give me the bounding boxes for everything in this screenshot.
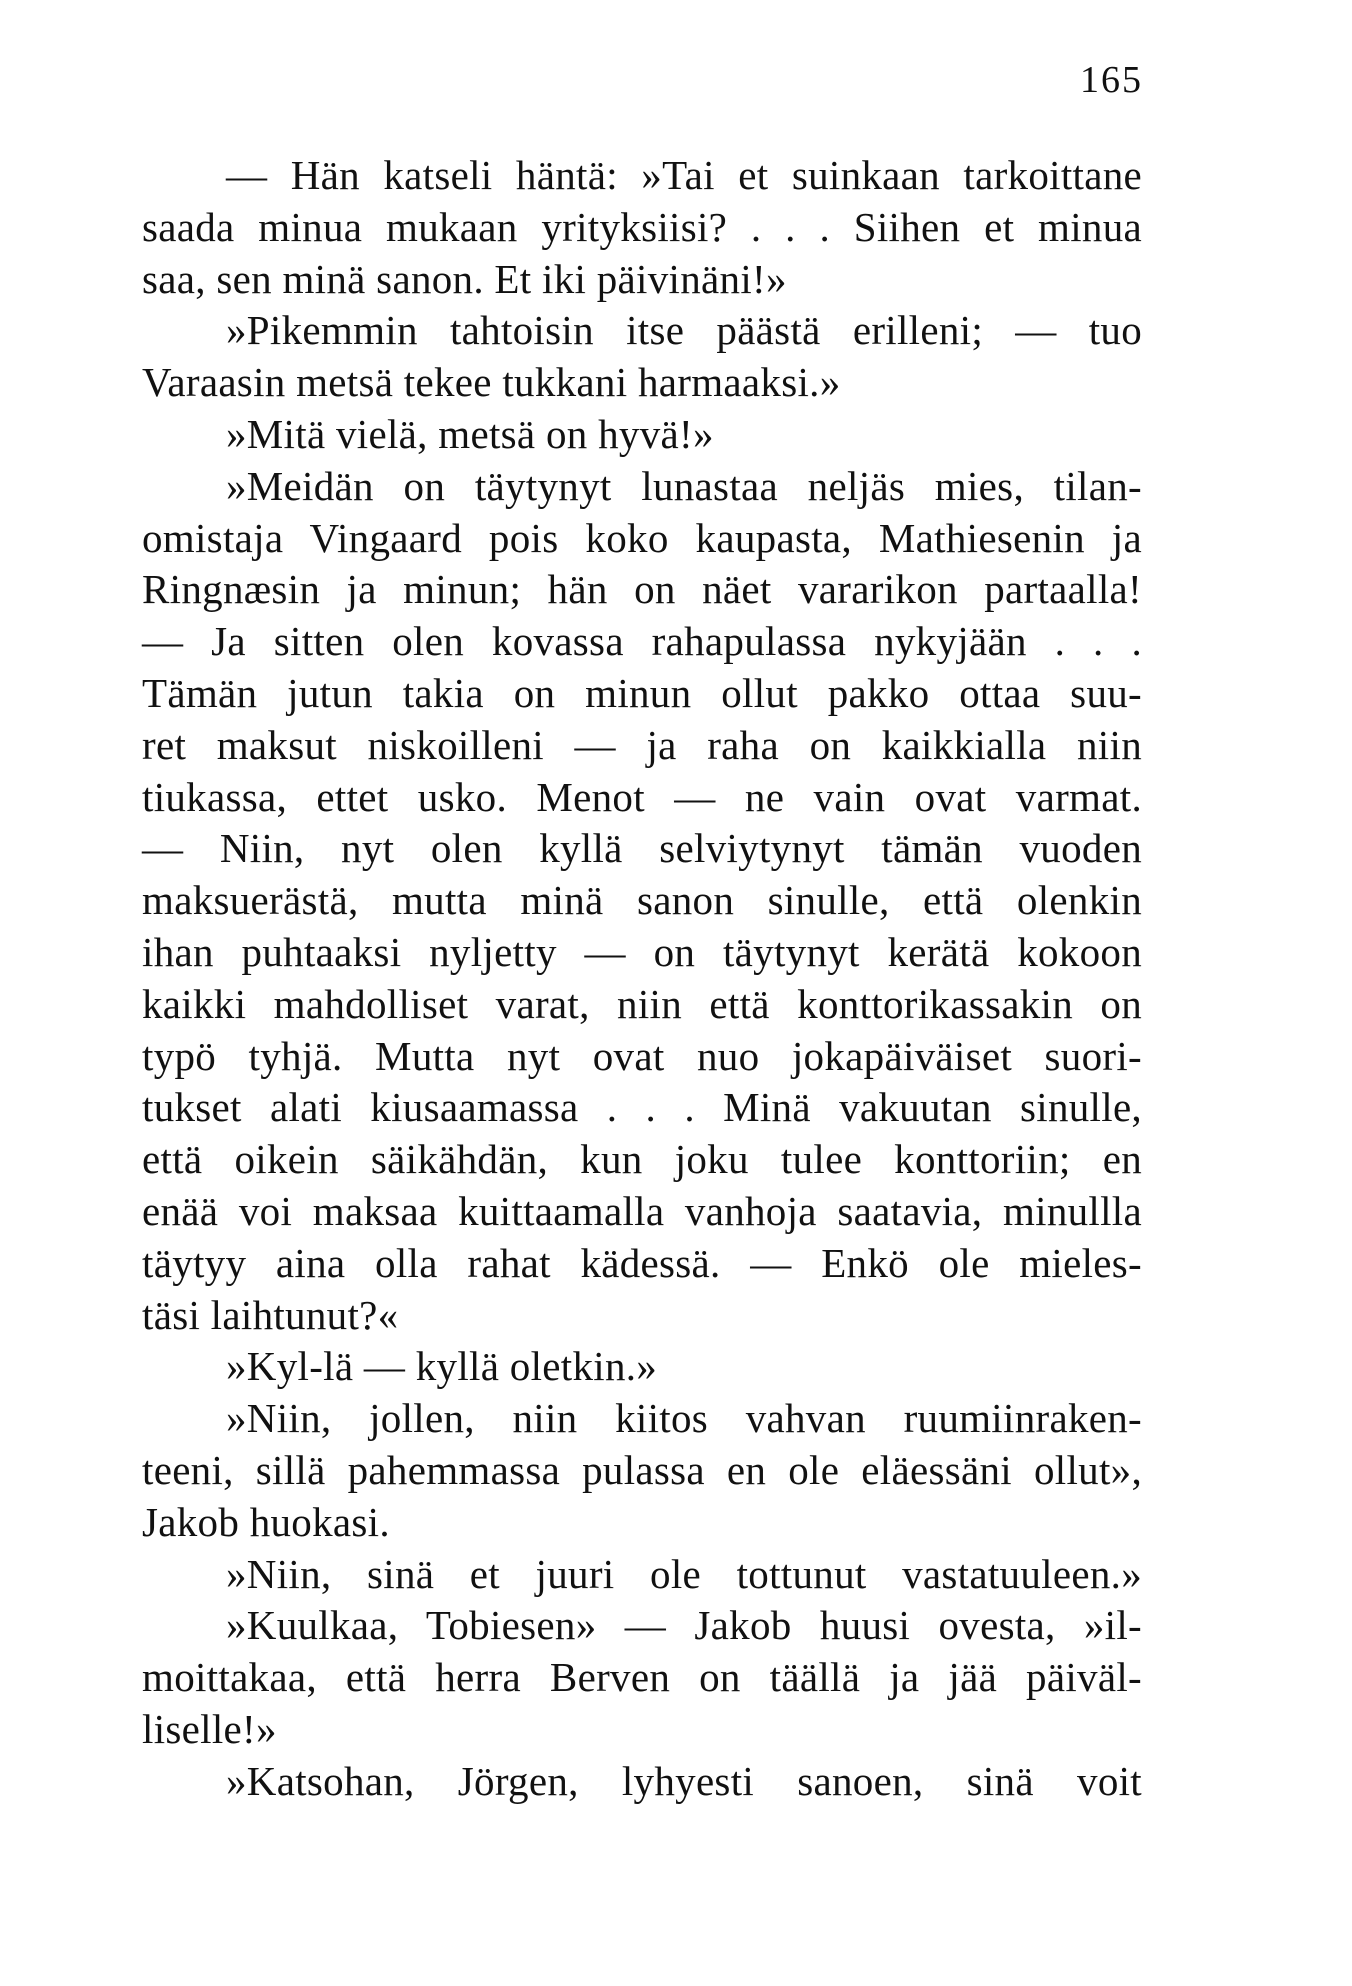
text-line: — Ja sitten olen kovassa rahapulassa nykyjään . . . bbox=[142, 618, 1142, 665]
text-line: täytyy aina olla rahat kädessä. — Enkö ole mieles- bbox=[142, 1239, 1142, 1286]
page-number: 165 bbox=[1080, 59, 1143, 101]
text-line: saada minua mukaan yrityksiisi? . . . Siihen et minua bbox=[142, 203, 1142, 250]
text-line: »Niin, sinä et juuri ole tottunut vastatuuleen.» bbox=[226, 1550, 1142, 1597]
text-line: typö tyhjä. Mutta nyt ovat nuo jokapäiväiset suori- bbox=[142, 1032, 1142, 1079]
text-line: Tämän jutun takia on minun ollut pakko ottaa suu- bbox=[142, 669, 1142, 716]
text-line: kaikki mahdolliset varat, niin että konttorikassakin on bbox=[142, 980, 1142, 1027]
text-line: »Mitä vielä, metsä on hyvä!» bbox=[226, 410, 714, 457]
text-line: »Kuulkaa, Tobiesen» — Jakob huusi ovesta, »il- bbox=[226, 1602, 1142, 1649]
text-line: — Niin, nyt olen kyllä selviytynyt tämän vuoden bbox=[142, 825, 1142, 872]
text-line: »Kyl-lä — kyllä oletkin.» bbox=[226, 1343, 658, 1390]
text-line: Varaasin metsä tekee tukkani harmaaksi.» bbox=[142, 359, 841, 406]
text-line: »Meidän on täytynyt lunastaa neljäs mies, tilan- bbox=[226, 462, 1142, 509]
text-line: »Niin, jollen, niin kiitos vahvan ruumiinraken- bbox=[226, 1395, 1142, 1442]
text-line: Jakob huokasi. bbox=[142, 1498, 390, 1545]
text-line: että oikein säikähdän, kun joku tulee konttoriin; en bbox=[142, 1136, 1142, 1183]
text-line: ihan puhtaaksi nyljetty — on täytynyt kerätä kokoon bbox=[142, 928, 1142, 975]
text-line: teeni, sillä pahemmassa pulassa en ole eläessäni ollut», bbox=[142, 1446, 1142, 1493]
text-line: omistaja Vingaard pois koko kaupasta, Mathiesenin ja bbox=[142, 514, 1142, 561]
text-line: — Hän katseli häntä: »Tai et suinkaan tarkoittane bbox=[226, 152, 1142, 198]
text-line: tukset alati kiusaamassa . . . Minä vakuutan sinulle, bbox=[142, 1084, 1142, 1131]
text-line: täsi laihtunut?« bbox=[142, 1291, 399, 1338]
text-line: »Pikemmin tahtoisin itse päästä erilleni; — tuo bbox=[226, 307, 1142, 354]
text-line: Ringnæsin ja minun; hän on näet vararikon partaalla! bbox=[142, 566, 1142, 613]
text-line: liselle!» bbox=[142, 1705, 277, 1752]
body-text bbox=[142, 150, 1142, 1808]
text-line: »Katsohan, Jörgen, lyhyesti sanoen, sinä voit bbox=[226, 1757, 1142, 1804]
text-line: ret maksut niskoilleni — ja raha on kaikkialla niin bbox=[142, 721, 1142, 768]
text-line: moittakaa, että herra Berven on täällä ja jää päiväl- bbox=[142, 1654, 1142, 1701]
text-line: maksuerästä, mutta minä sanon sinulle, että olenkin bbox=[142, 877, 1142, 924]
text-line: tiukassa, ettet usko. Menot — ne vain ovat varmat. bbox=[142, 773, 1142, 820]
text-line: saa, sen minä sanon. Et iki päivinäni!» bbox=[142, 255, 787, 302]
text-line: enää voi maksaa kuittaamalla vanhoja saatavia, minullla bbox=[142, 1187, 1142, 1234]
